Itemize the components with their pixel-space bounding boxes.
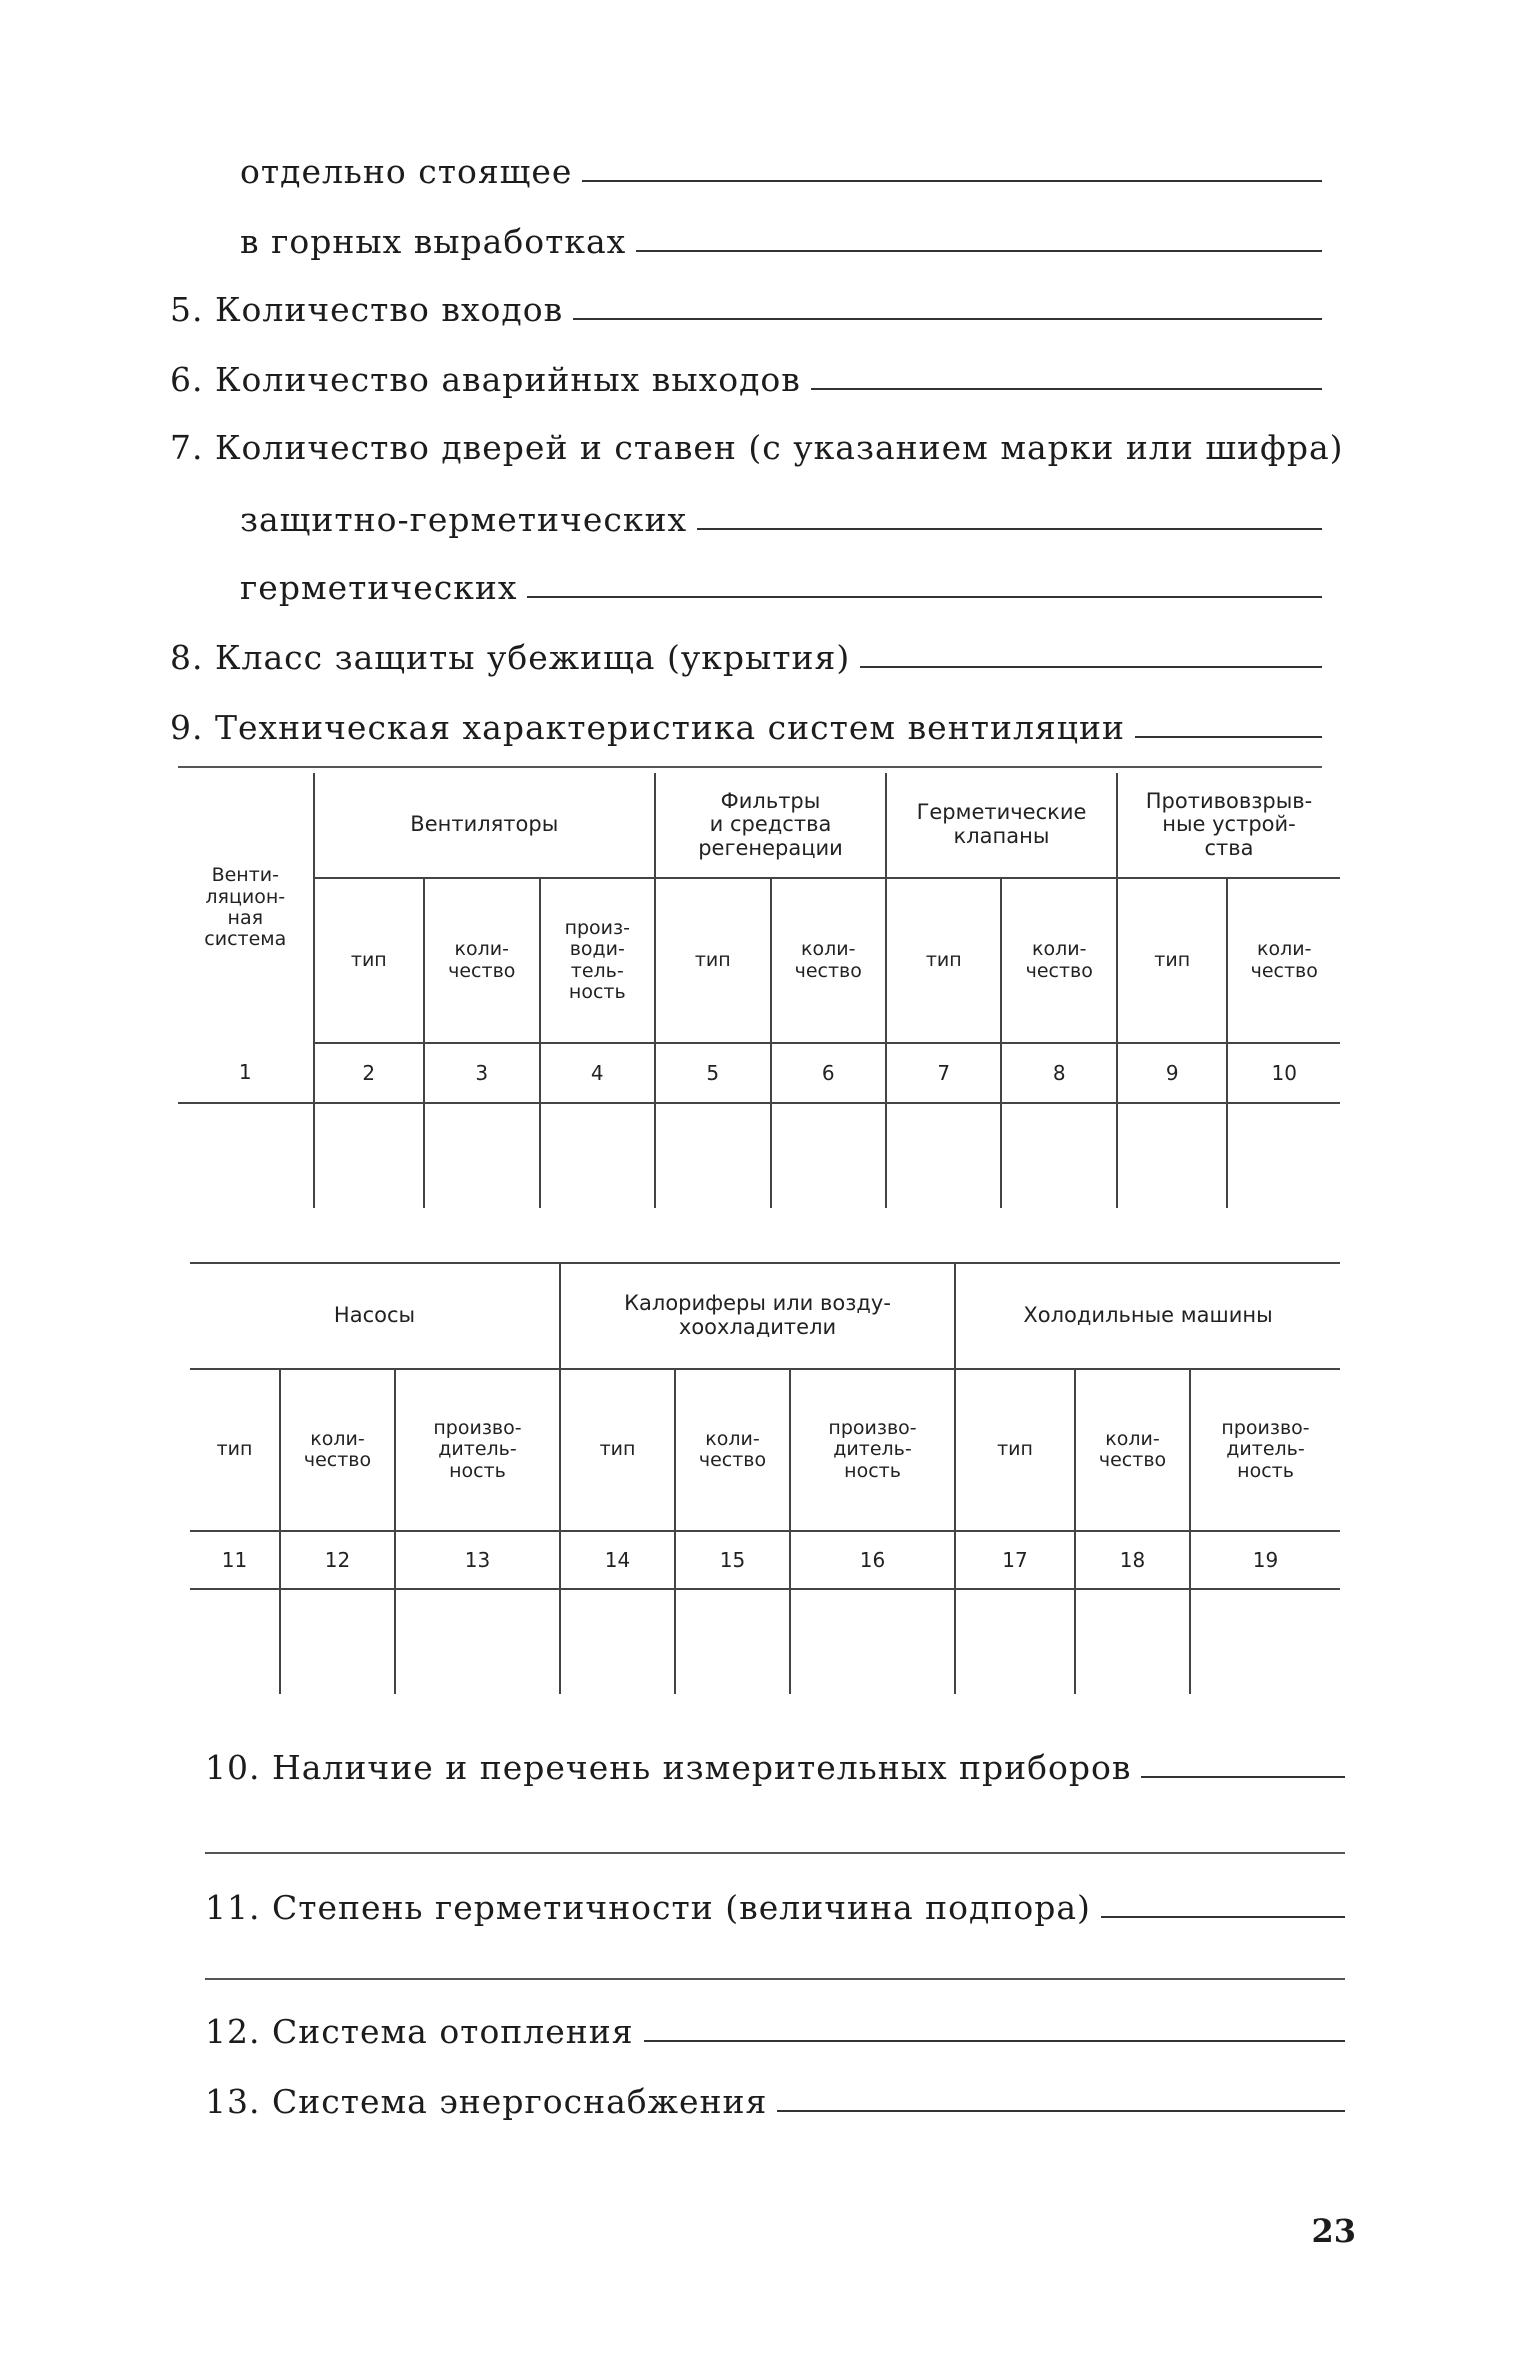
field-label: герметических bbox=[240, 568, 518, 607]
field-item-7a bbox=[240, 500, 1322, 539]
field-standalone bbox=[240, 152, 1322, 191]
blank-line[interactable] bbox=[205, 1978, 1345, 1980]
blank-line[interactable] bbox=[527, 596, 1322, 598]
entry-cell[interactable] bbox=[424, 1103, 539, 1208]
entry-cell[interactable] bbox=[955, 1589, 1075, 1694]
blank-line[interactable] bbox=[573, 318, 1322, 320]
field-item-8 bbox=[170, 638, 1322, 677]
col-number: 17 bbox=[955, 1531, 1075, 1589]
sub-count: коли- чество bbox=[424, 878, 539, 1043]
sub-count: коли- чество bbox=[771, 878, 886, 1043]
sub-capacity: произво- дитель- ность bbox=[1190, 1369, 1340, 1531]
field-label: отдельно стоящее bbox=[240, 152, 573, 191]
entry-cell[interactable] bbox=[540, 1103, 656, 1208]
field-in-mines bbox=[240, 222, 1322, 261]
entry-cell[interactable] bbox=[1190, 1589, 1340, 1694]
group-pumps: Насосы bbox=[190, 1263, 560, 1369]
sub-type: тип bbox=[190, 1369, 280, 1531]
sub-capacity: произво- дитель- ность bbox=[395, 1369, 560, 1531]
entry-cell[interactable] bbox=[1001, 1103, 1117, 1208]
entry-cell[interactable] bbox=[771, 1103, 886, 1208]
group-valves: Герметические клапаны bbox=[886, 773, 1117, 878]
col-number: 6 bbox=[771, 1043, 886, 1103]
group-fans: Вентиляторы bbox=[314, 773, 655, 878]
col-system-header: Венти- ляцион- ная система bbox=[178, 773, 314, 1043]
col-number: 18 bbox=[1075, 1531, 1190, 1589]
page-number: 23 bbox=[1311, 2212, 1356, 2250]
col-number: 3 bbox=[424, 1043, 539, 1103]
field-label: 8. Класс защиты убежища (укрытия) bbox=[170, 638, 851, 677]
entry-cell[interactable] bbox=[395, 1589, 560, 1694]
sub-type: тип bbox=[655, 878, 770, 1043]
col-number: 9 bbox=[1117, 1043, 1227, 1103]
field-item-7 bbox=[170, 428, 1344, 467]
entry-cell[interactable] bbox=[314, 1103, 424, 1208]
sub-count: коли- чество bbox=[1001, 878, 1117, 1043]
sub-count: коли- чество bbox=[675, 1369, 790, 1531]
group-filters: Фильтры и средства регенерации bbox=[655, 773, 886, 878]
blank-line[interactable] bbox=[1101, 1916, 1345, 1918]
col-number: 13 bbox=[395, 1531, 560, 1589]
col-number: 14 bbox=[560, 1531, 675, 1589]
blank-line[interactable] bbox=[697, 528, 1322, 530]
field-label: 13. Система энергоснабжения bbox=[205, 2082, 768, 2121]
sub-count: коли- чество bbox=[1227, 878, 1340, 1043]
col-number: 5 bbox=[655, 1043, 770, 1103]
field-label: в горных выработках bbox=[240, 222, 627, 261]
field-label: 7. Количество дверей и ставен (с указанием марки или шифра) bbox=[170, 428, 1344, 467]
sub-type: тип bbox=[955, 1369, 1075, 1531]
blank-line[interactable] bbox=[1141, 1776, 1345, 1778]
field-label: 10. Наличие и перечень измерительных приборов bbox=[205, 1748, 1132, 1787]
entry-cell[interactable] bbox=[560, 1589, 675, 1694]
group-heaters: Калориферы или возду- хоохладители bbox=[560, 1263, 955, 1369]
blank-line[interactable] bbox=[1135, 736, 1322, 738]
field-item-7b bbox=[240, 568, 1322, 607]
ventilation-table bbox=[178, 773, 1340, 1208]
entry-cell[interactable] bbox=[1075, 1589, 1190, 1694]
field-label: 11. Степень герметичности (величина подпора) bbox=[205, 1888, 1091, 1927]
blank-line[interactable] bbox=[636, 250, 1322, 252]
entry-cell[interactable] bbox=[178, 1103, 314, 1208]
sub-count: коли- чество bbox=[1075, 1369, 1190, 1531]
field-item-5 bbox=[170, 290, 1322, 329]
sub-capacity: произво- дитель- ность bbox=[790, 1369, 955, 1531]
sub-capacity: произ- води- тель- ность bbox=[540, 878, 656, 1043]
col-number: 8 bbox=[1001, 1043, 1117, 1103]
field-item-13 bbox=[205, 2082, 1345, 2121]
divider bbox=[178, 766, 1322, 768]
entry-cell[interactable] bbox=[280, 1589, 395, 1694]
field-item-10 bbox=[205, 1748, 1345, 1787]
blank-line[interactable] bbox=[777, 2110, 1345, 2112]
field-item-12 bbox=[205, 2012, 1345, 2051]
blank-line[interactable] bbox=[811, 388, 1322, 390]
blank-line[interactable] bbox=[205, 1852, 1345, 1854]
field-label: защитно-герметических bbox=[240, 500, 688, 539]
sub-type: тип bbox=[1117, 878, 1227, 1043]
entry-cell[interactable] bbox=[190, 1589, 280, 1694]
field-label: 12. Система отопления bbox=[205, 2012, 634, 2051]
entry-cell[interactable] bbox=[1227, 1103, 1340, 1208]
blank-line[interactable] bbox=[582, 180, 1322, 182]
group-chillers: Холодильные машины bbox=[955, 1263, 1340, 1369]
col-number: 15 bbox=[675, 1531, 790, 1589]
entry-cell[interactable] bbox=[655, 1103, 770, 1208]
field-item-11 bbox=[205, 1888, 1345, 1927]
sub-type: тип bbox=[886, 878, 1001, 1043]
blank-line[interactable] bbox=[860, 666, 1322, 668]
col-number: 12 bbox=[280, 1531, 395, 1589]
field-label: 6. Количество аварийных выходов bbox=[170, 360, 801, 399]
field-label: 9. Техническая характеристика систем вентиляции bbox=[170, 708, 1125, 747]
col-number: 19 bbox=[1190, 1531, 1340, 1589]
entry-cell[interactable] bbox=[1117, 1103, 1227, 1208]
sub-type: тип bbox=[560, 1369, 675, 1531]
col-number: 16 bbox=[790, 1531, 955, 1589]
entry-cell[interactable] bbox=[790, 1589, 955, 1694]
blank-line[interactable] bbox=[644, 2040, 1345, 2042]
col-number: 1 bbox=[178, 1043, 314, 1103]
field-label: 5. Количество входов bbox=[170, 290, 564, 329]
equipment-table bbox=[190, 1262, 1340, 1694]
entry-cell[interactable] bbox=[886, 1103, 1001, 1208]
field-item-6 bbox=[170, 360, 1322, 399]
field-item-9 bbox=[170, 708, 1322, 747]
col-number: 11 bbox=[190, 1531, 280, 1589]
sub-count: коли- чество bbox=[280, 1369, 395, 1531]
col-number: 4 bbox=[540, 1043, 656, 1103]
group-blast: Противовзрыв- ные устрой- ства bbox=[1117, 773, 1340, 878]
col-number: 7 bbox=[886, 1043, 1001, 1103]
entry-cell[interactable] bbox=[675, 1589, 790, 1694]
col-number: 10 bbox=[1227, 1043, 1340, 1103]
sub-type: тип bbox=[314, 878, 424, 1043]
col-number: 2 bbox=[314, 1043, 424, 1103]
